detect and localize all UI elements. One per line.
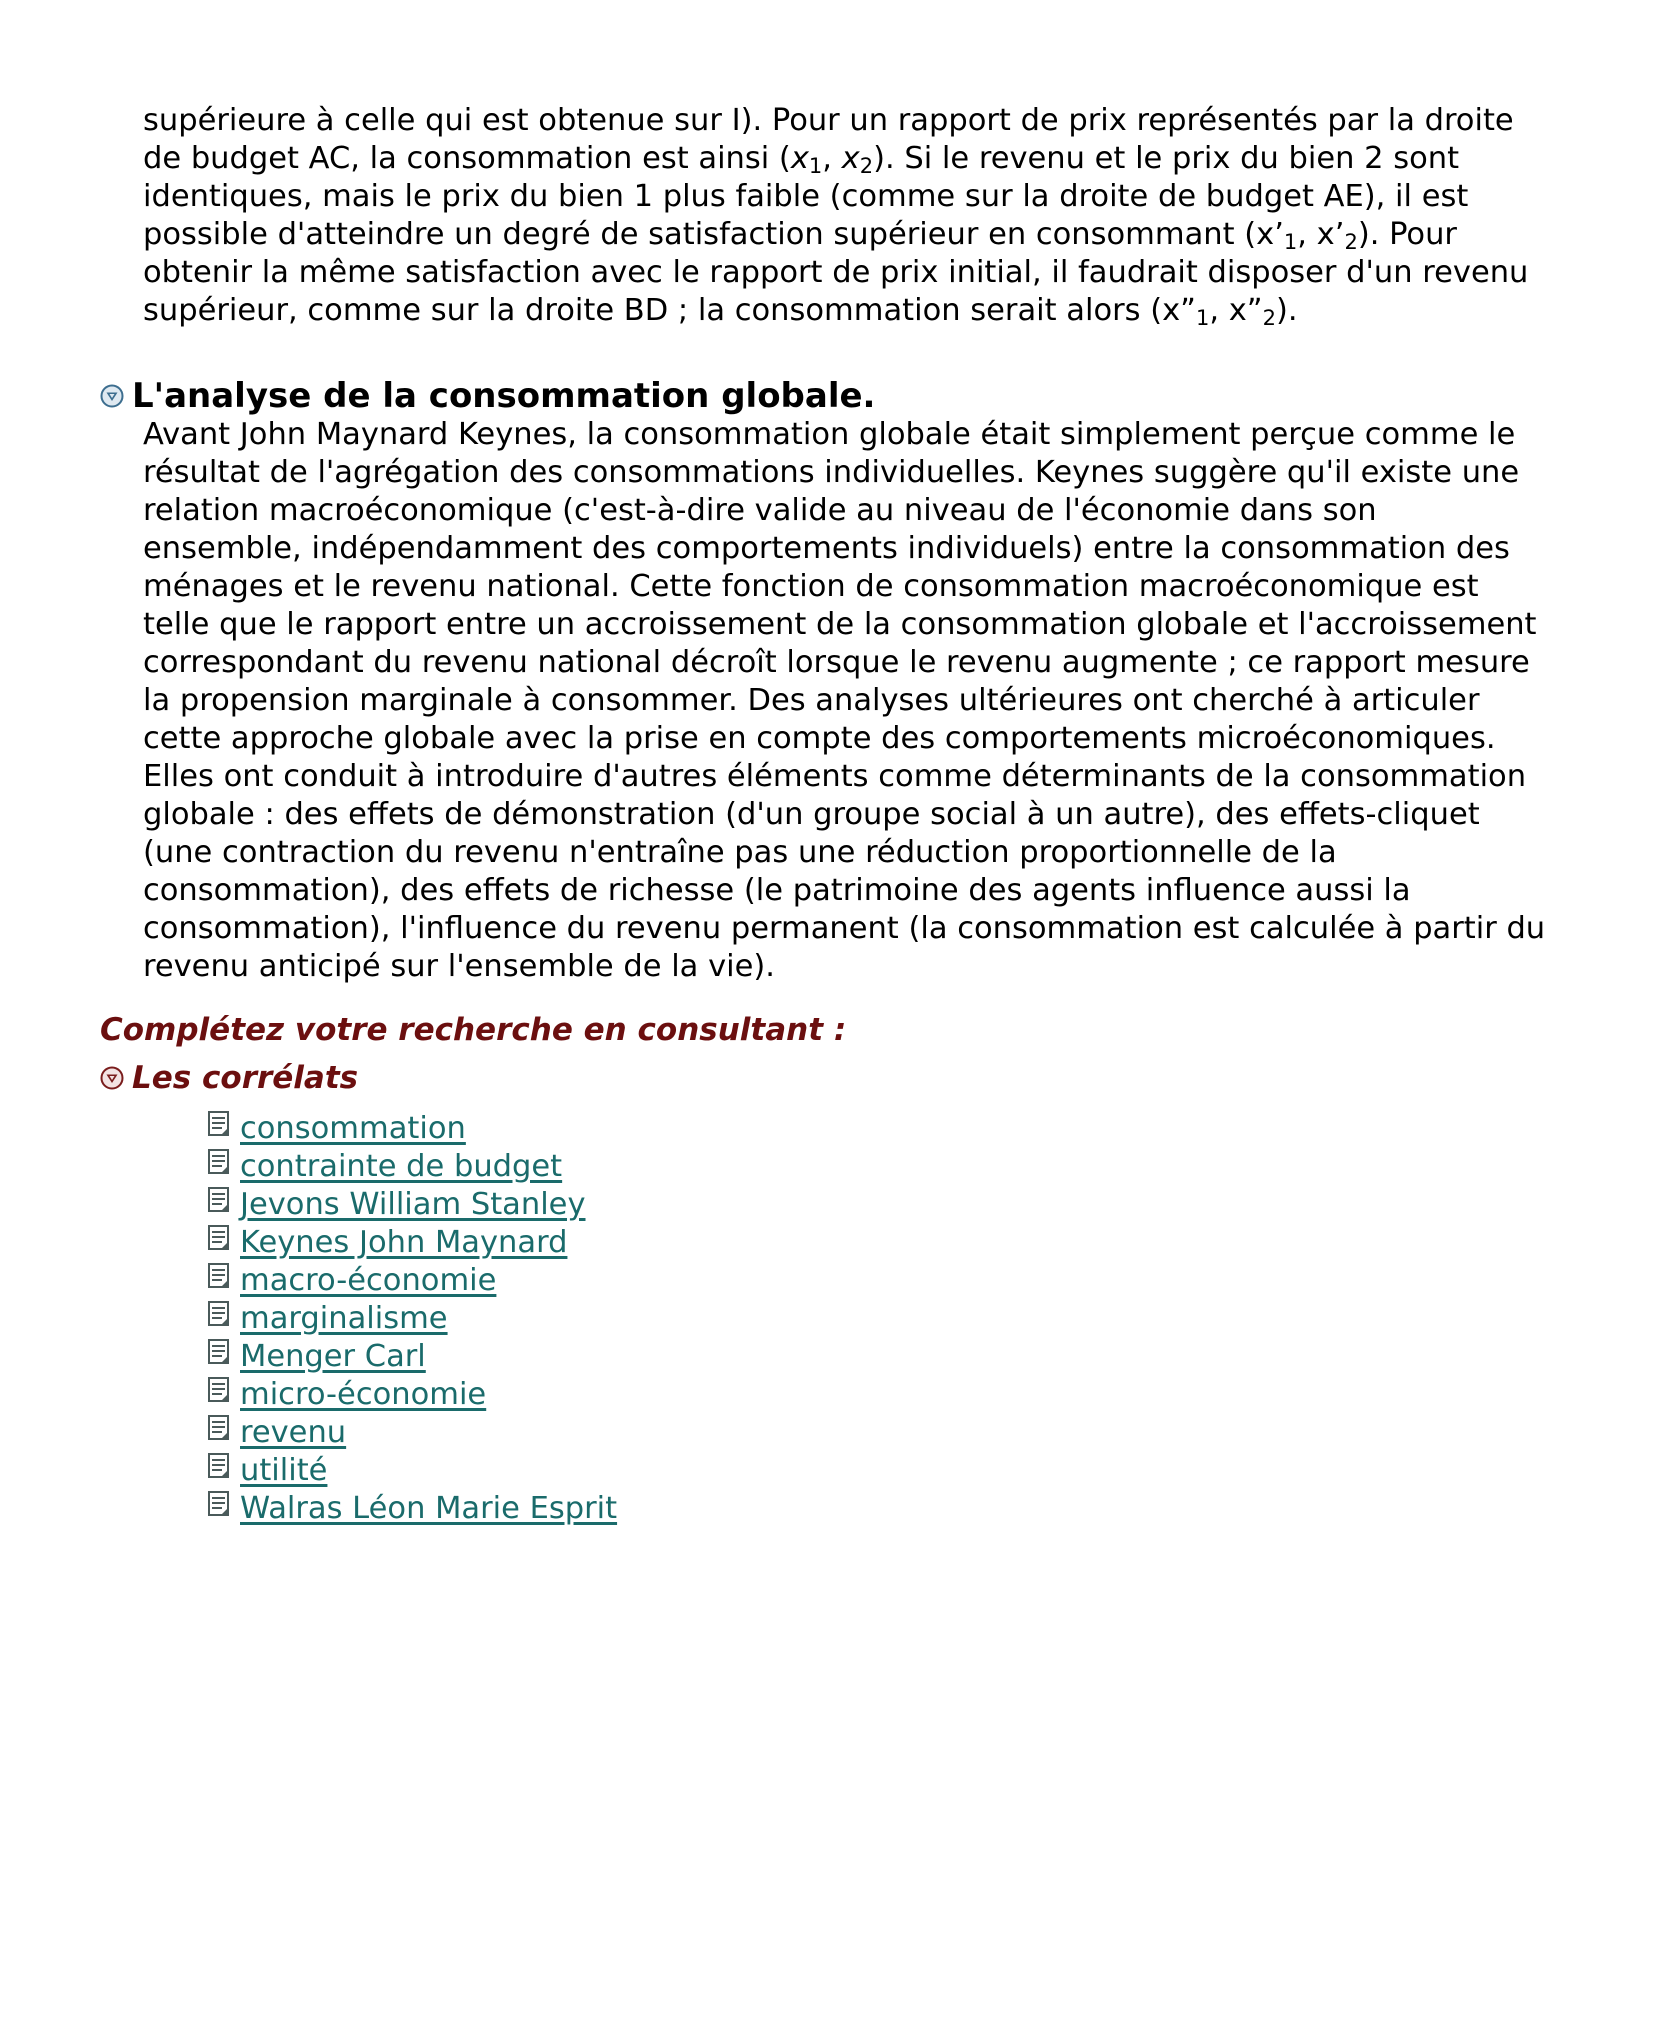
list-item: [207, 1451, 617, 1489]
document-icon: [207, 1491, 231, 1517]
link-jevons[interactable]: Jevons William Stanley: [240, 1186, 586, 1222]
document-icon: [207, 1339, 231, 1365]
list-item: [207, 1261, 617, 1299]
link-menger[interactable]: Menger Carl: [240, 1338, 426, 1374]
body-line: résultat de l'agrégation des consommations individuelles. Keynes suggère qu'il existe une: [143, 455, 1520, 490]
body-line: relation macroéconomique (c'est-à-dire valide au niveau de l'économie dans son: [143, 493, 1377, 528]
correlats-link-list: [207, 1109, 617, 1527]
intro-paragraph: [143, 102, 1583, 330]
list-item: [207, 1147, 617, 1185]
sub-2: 2: [1344, 230, 1358, 254]
document-icon: [207, 1225, 231, 1251]
list-item: [207, 1299, 617, 1337]
intro-line-4b: , x’: [1297, 217, 1345, 252]
body-paragraph: [143, 416, 1583, 986]
list-item: [207, 1109, 617, 1147]
document-icon: [207, 1187, 231, 1213]
expand-toggle-icon[interactable]: [100, 384, 124, 408]
intro-line-4c: ). Pour: [1357, 217, 1457, 252]
intro-line-6a: supérieur, comme sur la droite BD ; la consommation serait alors (x”: [143, 293, 1196, 328]
list-item: [207, 1375, 617, 1413]
list-item: [207, 1413, 617, 1451]
body-line: telle que le rapport entre un accroissement de la consommation globale et l'accroissement: [143, 607, 1537, 642]
document-icon: [207, 1149, 231, 1175]
intro-line-2b: ). Si le revenu et le prix du bien 2 sont: [873, 141, 1460, 176]
intro-line-6b: , x”: [1209, 293, 1263, 328]
document-icon: [207, 1301, 231, 1327]
body-line: (une contraction du revenu n'entraîne pas une réduction proportionnelle de la: [143, 835, 1337, 870]
link-utilite[interactable]: utilité: [240, 1452, 328, 1488]
body-line: Avant John Maynard Keynes, la consommation globale était simplement perçue comme le: [143, 417, 1516, 452]
intro-line-5: obtenir la même satisfaction avec le rapport de prix initial, il faudrait disposer d'un revenu: [143, 255, 1529, 290]
body-line: consommation), des effets de richesse (le patrimoine des agents influence aussi la: [143, 873, 1411, 908]
body-line: la propension marginale à consommer. Des analyses ultérieures ont cherché à articuler: [143, 683, 1480, 718]
correlats-title: Les corrélats: [132, 1060, 359, 1096]
body-line: revenu anticipé sur l'ensemble de la vie).: [143, 949, 775, 984]
var-x1: x: [790, 141, 809, 176]
document-icon: [207, 1415, 231, 1441]
intro-line-3: identiques, mais le prix du bien 1 plus faible (comme sur la droite de budget AE), il est: [143, 179, 1469, 214]
body-line: globale : des effets de démonstration (d'un groupe social à un autre), des effets-cliquet: [143, 797, 1480, 832]
intro-line-6c: ).: [1275, 293, 1298, 328]
body-line: Elles ont conduit à introduire d'autres éléments comme déterminants de la consommation: [143, 759, 1527, 794]
sub-1: 1: [1283, 230, 1298, 254]
link-contrainte-de-budget[interactable]: contrainte de budget: [240, 1148, 563, 1184]
var-x2: x: [841, 141, 860, 176]
link-macro-economie[interactable]: macro-économie: [240, 1262, 497, 1298]
list-item: [207, 1223, 617, 1261]
document-icon: [207, 1377, 231, 1403]
document-icon: [207, 1453, 231, 1479]
body-line: ménages et le revenu national. Cette fonction de consommation macroéconomique est: [143, 569, 1479, 604]
body-line: consommation), l'influence du revenu permanent (la consommation est calculée à partir du: [143, 911, 1546, 946]
document-icon: [207, 1111, 231, 1137]
link-micro-economie[interactable]: micro-économie: [240, 1376, 487, 1412]
comma: ,: [822, 141, 842, 176]
list-item: [207, 1185, 617, 1223]
sub-1: 1: [1195, 306, 1210, 330]
body-line: correspondant du revenu national décroît lorsque le revenu augmente ; ce rapport mesure: [143, 645, 1530, 680]
link-walras[interactable]: Walras Léon Marie Esprit: [240, 1490, 618, 1526]
list-item: [207, 1489, 617, 1527]
sub-2: 2: [1262, 306, 1276, 330]
link-keynes[interactable]: Keynes John Maynard: [240, 1224, 568, 1260]
sub-2: 2: [859, 154, 874, 178]
expand-toggle-icon[interactable]: [100, 1066, 124, 1090]
intro-line-1: supérieure à celle qui est obtenue sur I). Pour un rapport de prix représentés par la droite: [143, 103, 1514, 138]
link-marginalisme[interactable]: marginalisme: [240, 1300, 448, 1336]
link-consommation[interactable]: consommation: [240, 1110, 466, 1146]
complete-research-heading: Complétez votre recherche en consultant :: [100, 1012, 847, 1048]
sub-1: 1: [808, 154, 823, 178]
intro-line-2a: de budget AC, la consommation est ainsi (: [143, 141, 791, 176]
document-icon: [207, 1263, 231, 1289]
body-line: cette approche globale avec la prise en compte des comportements microéconomiques.: [143, 721, 1496, 756]
list-item: [207, 1337, 617, 1375]
link-revenu[interactable]: revenu: [240, 1414, 347, 1450]
section-heading[interactable]: [100, 374, 875, 418]
correlats-heading[interactable]: [100, 1060, 358, 1096]
section-title: L'analyse de la consommation globale.: [132, 376, 876, 416]
body-line: ensemble, indépendamment des comportements individuels) entre la consommation des: [143, 531, 1510, 566]
intro-line-4a: possible d'atteindre un degré de satisfaction supérieur en consommant (x’: [143, 217, 1284, 252]
